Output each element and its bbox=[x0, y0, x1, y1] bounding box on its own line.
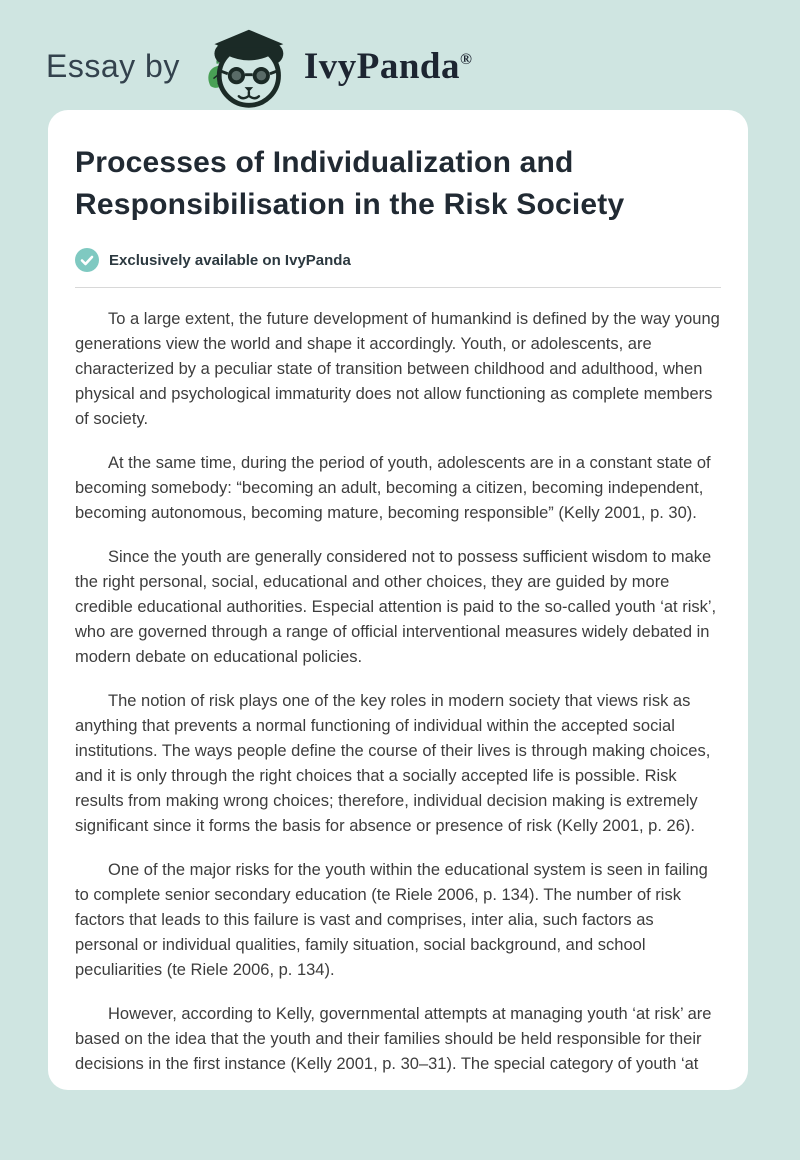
essay-card bbox=[48, 110, 748, 1090]
registered-mark: ® bbox=[459, 50, 473, 68]
page-header bbox=[0, 0, 800, 96]
divider bbox=[75, 287, 721, 288]
essay-paragraph: One of the major risks for the youth within the educational system is seen in failing to complete senior secondary education (te Riele 2006, p. 134). The number of risk factors that leads to this failure is vast and comprises, inter alia, such factors as personal or individual qualities, family situation, social background, and school peculiarities (te Riele 2006, p. 134). bbox=[75, 861, 708, 979]
exclusive-note bbox=[75, 248, 721, 272]
essay-paragraph: To a large extent, the future development of humankind is defined by the way young generations view the world and shape it accordingly. Youth, or adolescents, are characterized by a peculiar state of transition between childhood and adulthood, when physical and psychological immaturity does not allow functioning as complete members of society. bbox=[75, 310, 720, 428]
essay-paragraph: The notion of risk plays one of the key roles in modern society that views risk as anything that prevents a normal functioning of individual within the accepted social institutions. The ways people define the course of their lives is through making choices, and it is only through the right choices that a socially accepted life is possible. Risk results from making wrong choices; therefore, individual decision making is extremely significant since it forms the basis for absence or presence of risk (Kelly 2001, p. 26). bbox=[75, 692, 711, 835]
essay-by-label: Essay by bbox=[46, 47, 180, 84]
essay-body bbox=[75, 307, 721, 1077]
essay-title: Processes of Individualization and Responsibilisation in the Risk Society bbox=[75, 146, 625, 221]
essay-paragraph: At the same time, during the period of youth, adolescents are in a constant state of becoming somebody: “becoming an adult, becoming a citizen, becoming independent, becoming autonomous, becoming mature, becoming responsible” (Kelly 2001, p. 30). bbox=[75, 454, 711, 522]
exclusive-note-label: Exclusively available on IvyPanda bbox=[109, 251, 351, 269]
check-icon bbox=[75, 248, 99, 272]
essay-paragraph: However, according to Kelly, governmental attempts at managing youth ‘at risk’ are based on the idea that the youth and their families should be held responsible for their decisions in the first instance (Kelly 2001, p. 30–31). The special category of youth ‘at bbox=[75, 1005, 712, 1073]
panda-graduate-icon bbox=[196, 24, 296, 112]
brand-name bbox=[304, 45, 473, 88]
brand-text: IvyPanda bbox=[303, 45, 460, 87]
essay-paragraph: Since the youth are generally considered not to possess sufficient wisdom to make the right personal, social, educational and other choices, they are guided by more credible educational authorities. Especial attention is paid to the so-called youth ‘at risk’, who are governed through a range of official interventional measures widely debated in modern debate on educational policies. bbox=[75, 548, 717, 666]
